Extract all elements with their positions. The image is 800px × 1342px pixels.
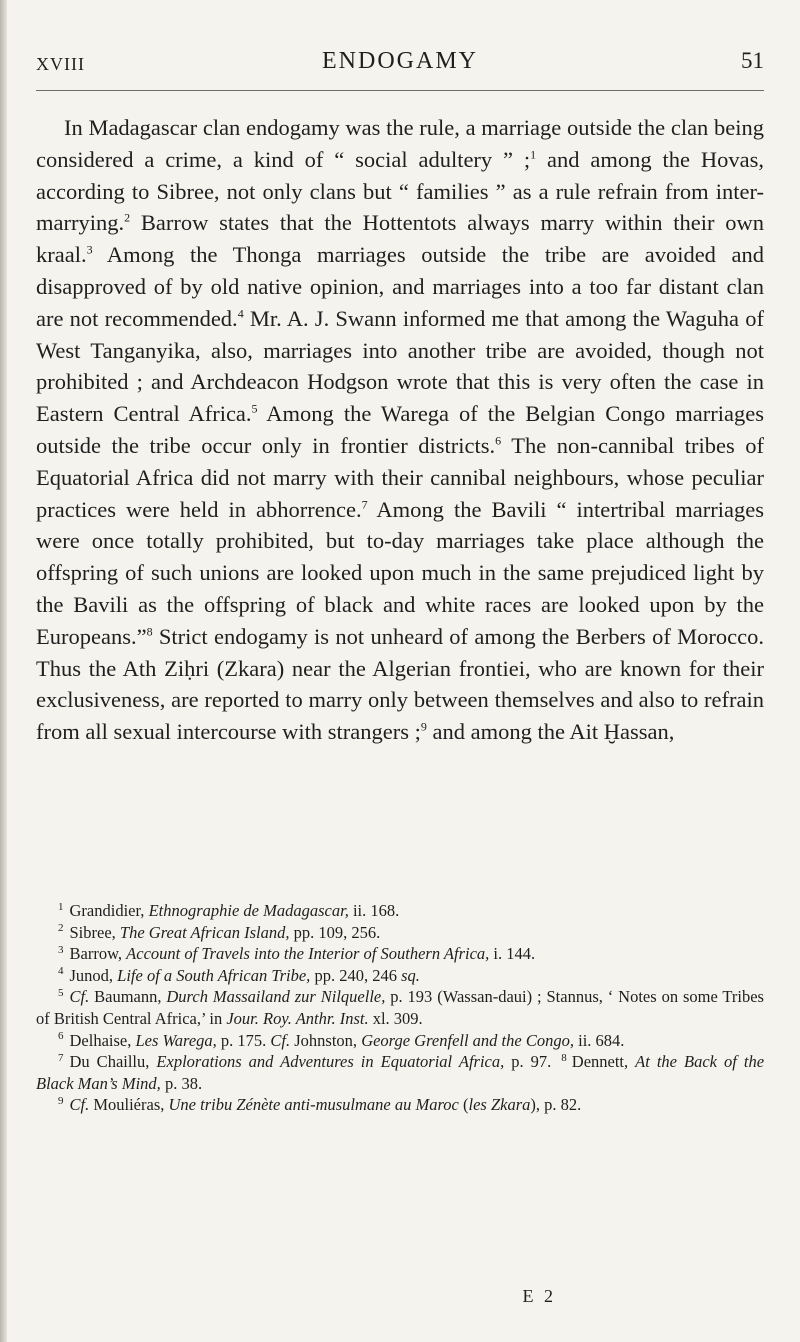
- citation-text: p. 193 (Wassan-daui) ; Stannus, ‘ Notes on some Tribes of British Central Africa,’ in: [36, 987, 764, 1028]
- text-run: Among the Warega of the Belgian Congo marriages outside the tribe occur only in frontier districts.: [36, 401, 764, 458]
- text-run: Mr. A. J. Swann informed me that among the Waguha of West Tanganyika, also, marriages into another tribe are avoided, though not prohibited ; and Archdeacon Hodgson wrote that this is very often the case in Eastern Central Africa.: [36, 305, 764, 427]
- citation-title: The Great African Island,: [119, 922, 290, 942]
- footnote: [36, 1094, 764, 1116]
- text-run: and among the Hovas, according to Sibree, not only clans but “ families ” as a rule refrain from inter-marrying.: [36, 146, 764, 236]
- footnote-reference[interactable]: 2: [124, 210, 131, 225]
- page-edge: [0, 0, 7, 1342]
- citation-text: ii. 684.: [573, 1030, 625, 1050]
- footnote-number: 6: [58, 1030, 64, 1043]
- citation-title: George Grenfell and the Congo,: [361, 1030, 574, 1050]
- footnote-number: 5: [58, 986, 64, 999]
- citation-text: ), p. 82.: [530, 1095, 582, 1115]
- page-number: 51: [741, 48, 764, 73]
- text-run: Barrow states that the Hottentots always marry within their own kraal.: [36, 210, 764, 268]
- citation-text: Barrow,: [69, 944, 127, 964]
- citation-text: pp. 109, 256.: [289, 922, 381, 942]
- footnote-number: 8: [561, 1051, 567, 1064]
- footnote-reference[interactable]: 8: [146, 624, 153, 639]
- footnote: [36, 900, 764, 922]
- footnote-reference[interactable]: 7: [361, 497, 368, 512]
- text-run: Strict endogamy is not unheard of among the Berbers of Morocco. Thus the Ath Ziḥri (Zkara) near the Algerian frontiei, who are known for their exclusiveness, are reported to marry only between themselves and also to refrain from all sexual intercourse with strangers ;: [36, 623, 764, 745]
- citation-text: xl. 309.: [368, 1008, 423, 1028]
- citation-text: Junod,: [69, 965, 118, 985]
- citation-title: Cf.: [69, 1095, 90, 1115]
- footnote: [36, 986, 764, 1029]
- citation-text: (: [458, 1095, 469, 1115]
- chapter-title: ENDOGAMY: [322, 48, 478, 74]
- signature-mark: E 2: [522, 1286, 556, 1306]
- footnote-reference[interactable]: 9: [420, 719, 427, 734]
- footnote-reference[interactable]: 3: [86, 242, 93, 257]
- citation-text: Sibree,: [69, 922, 120, 942]
- text-run: Among the Thonga marriages outside the tribe are avoided and disapproved of by old native opinion, and marriages into a too far distant clan are not recommended.: [36, 242, 764, 331]
- footnotes: [36, 900, 764, 1116]
- citation-title: Jour. Roy. Anthr. Inst.: [226, 1008, 369, 1028]
- citation-text: ii. 168.: [348, 901, 400, 920]
- footnote-reference[interactable]: 4: [237, 306, 244, 321]
- citation-title: Les Warega,: [135, 1030, 217, 1050]
- footnote-number: 9: [58, 1094, 64, 1107]
- footnote: [36, 1030, 764, 1052]
- text-run: and among the Ait Ḫassan,: [426, 719, 675, 745]
- footnote-number: 1: [58, 900, 64, 913]
- citation-title: Life of a South African Tribe,: [117, 965, 311, 985]
- footnote-reference[interactable]: 6: [495, 433, 502, 448]
- chapter-number: XVIII: [36, 54, 85, 74]
- citation-text: Delhaise,: [69, 1030, 136, 1050]
- citation-title: Explorations and Adventures in Equatorial Africa,: [156, 1052, 505, 1072]
- citation-title: Ethnographie de Madagascar,: [148, 901, 349, 920]
- footnote-reference[interactable]: 1: [530, 147, 537, 162]
- citation-title: les Zkara: [468, 1095, 531, 1115]
- citation-text: p. 97.: [504, 1052, 552, 1072]
- footnote: [36, 1051, 764, 1094]
- footnote: [36, 922, 764, 944]
- citation-text: i. 144.: [489, 944, 536, 964]
- citation-text: Grandidier,: [69, 901, 149, 920]
- running-head: [36, 48, 764, 82]
- citation-text: Johnston,: [290, 1030, 362, 1050]
- citation-text: Mouliéras,: [89, 1095, 169, 1115]
- body-paragraph: [36, 112, 764, 748]
- citation-title: Cf.: [270, 1030, 291, 1050]
- citation-text: Du Chaillu,: [69, 1052, 157, 1072]
- citation-text: p. 38.: [160, 1073, 203, 1093]
- citation-title: Durch Massailand zur Nilquelle,: [166, 987, 386, 1007]
- citation-text: pp. 240, 246: [310, 965, 402, 985]
- footnote-number: 7: [58, 1051, 64, 1064]
- text-run: In Madagascar clan endogamy was the rule, a marriage outside the clan being considered a crime, a kind of “ social adultery ” ;: [36, 115, 764, 172]
- citation-title: Cf.: [69, 987, 90, 1007]
- citation-title: Account of Travels into the Interior of Southern Africa,: [126, 944, 490, 964]
- citation-title: Une tribu Zénète anti-musulmane au Maroc: [168, 1095, 459, 1115]
- footnote: [36, 965, 764, 987]
- citation-text: Dennett,: [571, 1052, 636, 1072]
- citation-text: Baumann,: [89, 987, 167, 1007]
- header-rule: [36, 90, 764, 91]
- footnote-number: 4: [58, 965, 64, 978]
- footnote-number: 3: [58, 943, 64, 956]
- citation-text: p. 175.: [216, 1030, 271, 1050]
- footnote-number: 2: [58, 922, 64, 935]
- main-text: [36, 112, 764, 748]
- footnote: [36, 943, 764, 965]
- citation-title: sq.: [401, 965, 420, 985]
- text-run: The non-cannibal tribes of Equatorial Africa did not marry with their cannibal neighbours, whose peculiar practices were held in abhorrence.: [36, 432, 764, 522]
- text-run: Among the Bavili “ intertribal marriages were once totally prohibited, but to-day marriages take place although the offspring of such unions are looked upon much in the same prejudiced light by the Bavili as the offspring of black and white races are looked upon by the Europeans.”: [36, 496, 764, 649]
- citation-title: At the Back of the Black Man’s Mind,: [36, 1052, 765, 1093]
- footnote-reference[interactable]: 5: [251, 401, 258, 416]
